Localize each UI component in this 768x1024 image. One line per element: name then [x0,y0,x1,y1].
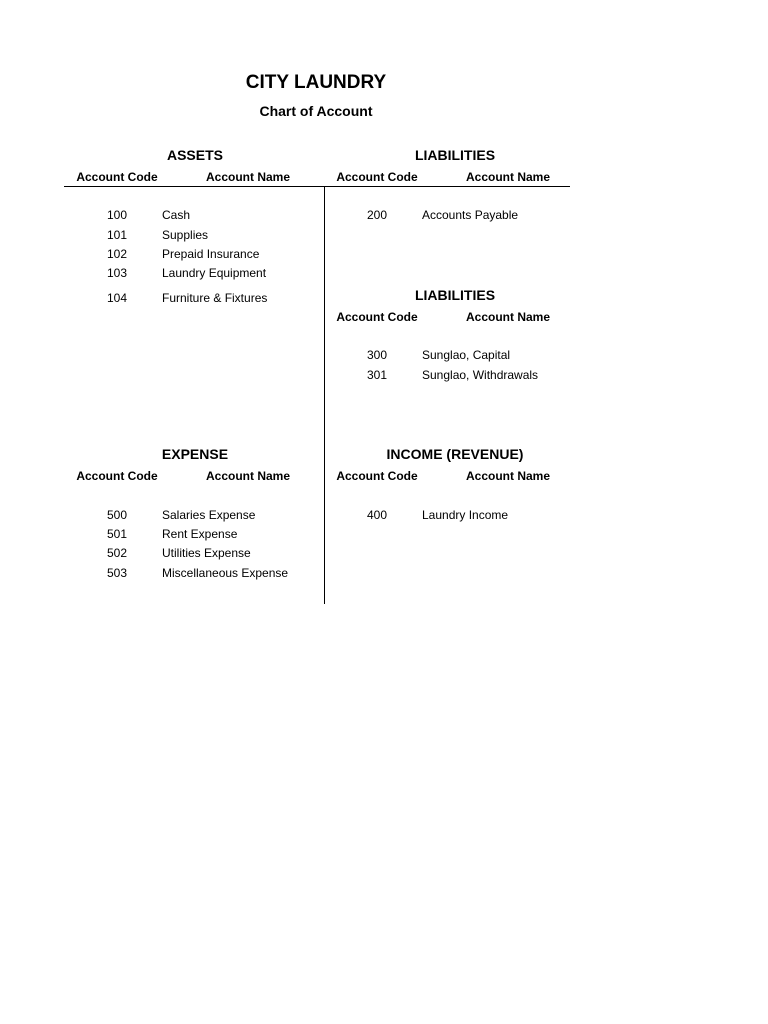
section-title: EXPENSE [161,446,229,462]
column-header-code: Account Code [336,170,418,184]
account-row [324,508,584,526]
account-name: Salaries Expense [162,508,256,522]
column-header-name: Account Name [465,170,551,184]
account-name: Cash [162,208,191,222]
section-title: LIABILITIES [414,147,496,163]
column-header-name: Account Name [205,469,291,483]
account-code: 501 [106,527,128,541]
account-row [64,291,324,309]
company-title: CITY LAUNDRY [245,72,387,93]
column-header-code: Account Code [76,170,158,184]
account-name: Laundry Equipment [162,266,267,280]
account-row [64,208,324,226]
account-code: 100 [106,208,128,222]
account-code: 102 [106,247,128,261]
account-name: Accounts Payable [422,208,519,222]
account-name: Sunglao, Withdrawals [422,368,539,382]
vertical-divider [324,186,325,604]
account-row [64,546,324,564]
horizontal-rule [64,186,570,187]
account-name: Utilities Expense [162,546,251,560]
section-title: ASSETS [166,147,223,163]
account-row [324,368,584,386]
column-header-code: Account Code [76,469,158,483]
section-title: LIABILITIES [414,287,496,303]
account-row [324,208,584,226]
account-code: 300 [366,348,388,362]
account-row [64,566,324,584]
column-header-code: Account Code [336,469,418,483]
section-title: INCOME (REVENUE) [386,446,524,462]
account-code: 500 [106,508,128,522]
account-name: Miscellaneous Expense [162,566,289,580]
account-row [64,266,324,284]
column-header-name: Account Name [465,310,551,324]
account-code: 200 [366,208,388,222]
account-code: 502 [106,546,128,560]
account-code: 103 [106,266,128,280]
account-row [64,228,324,246]
account-code: 503 [106,566,128,580]
account-code: 400 [366,508,388,522]
account-name: Sunglao, Capital [422,348,511,362]
account-row [64,508,324,526]
account-name: Supplies [162,228,209,242]
column-header-name: Account Name [465,469,551,483]
account-name: Rent Expense [162,527,238,541]
document-subtitle: Chart of Account [259,103,373,119]
account-row [64,527,324,545]
account-name: Furniture & Fixtures [162,291,268,305]
account-row [324,348,584,366]
account-code: 104 [106,291,128,305]
column-header-name: Account Name [205,170,291,184]
account-name: Laundry Income [422,508,509,522]
account-code: 101 [106,228,128,242]
account-code: 301 [366,368,388,382]
column-header-code: Account Code [336,310,418,324]
account-row [64,247,324,265]
account-name: Prepaid Insurance [162,247,260,261]
